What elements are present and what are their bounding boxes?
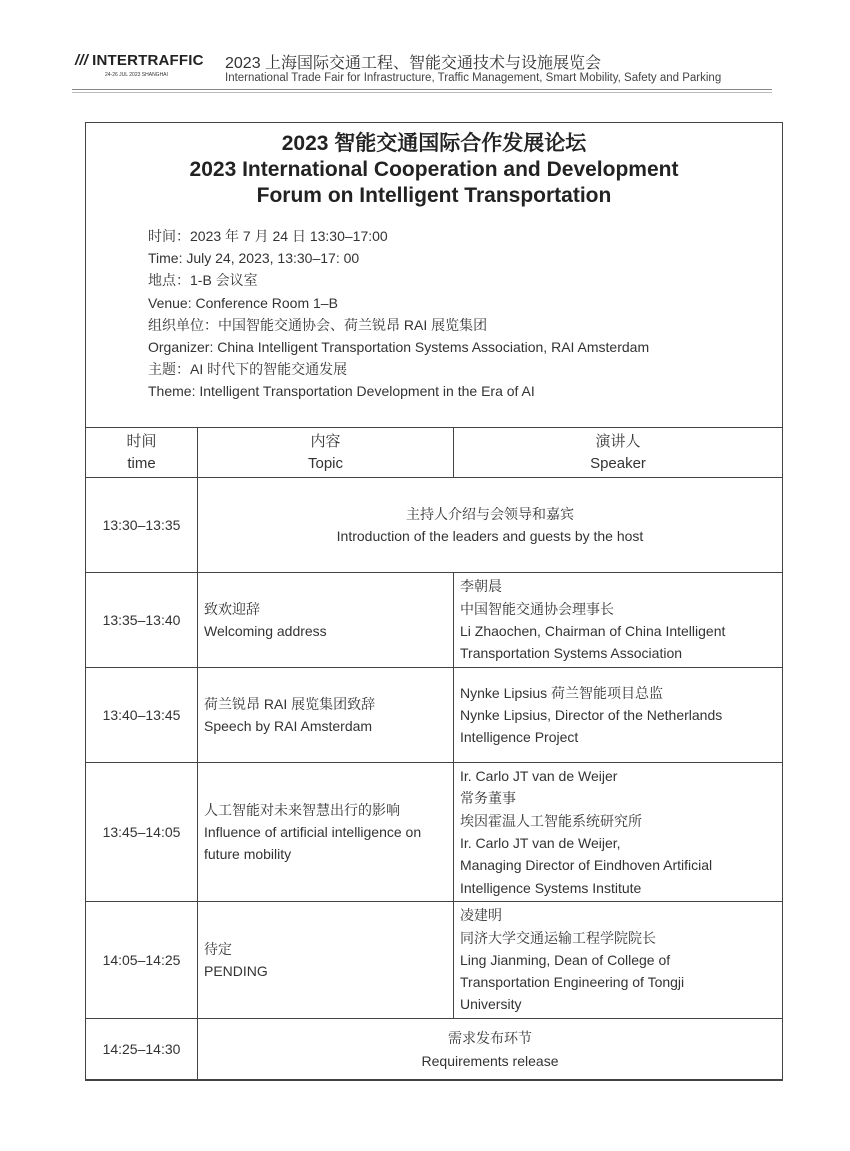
speaker-text: 同济大学交通运输工程学院院长 — [460, 929, 656, 946]
speaker-text: 凌建明 — [460, 907, 502, 924]
info-line: 主题：AI 时代下的智能交通发展 — [148, 361, 348, 378]
topic-text: 待定 — [204, 940, 232, 957]
speaker-text: Ling Jianming, Dean of College of — [460, 951, 671, 968]
table-row — [86, 478, 783, 573]
topic-cell — [198, 902, 454, 1019]
speaker-text: Nynke Lipsius 荷兰智能项目总监 — [460, 684, 664, 701]
intertraffic-logo: /// INTERTRAFFIC — [75, 52, 204, 69]
speaker-text: Intelligence Project — [460, 729, 579, 746]
topic-text: 荷兰锐昂 RAI 展览集团致辞 — [204, 695, 376, 712]
header-topic-en: Topic — [307, 454, 344, 472]
table-row — [86, 1019, 783, 1081]
time-cell — [86, 1019, 198, 1081]
logo-subtitle: 24-26 JUL 2023 SHANGHAI — [105, 72, 168, 78]
info-line: Time: July 24, 2023, 13:30–17: 00 — [148, 250, 360, 267]
time-text: 13:35–13:40 — [102, 611, 181, 628]
speaker-cell — [454, 668, 783, 763]
forum-title-en-2: Forum on Intelligent Transportation — [256, 184, 612, 207]
time-text: 14:25–14:30 — [102, 1041, 181, 1058]
fair-title-cn: 2023 上海国际交通工程、智能交通技术与设施展览会 — [225, 55, 602, 72]
topic-text: 人工智能对未来智慧出行的影响 — [204, 801, 400, 818]
topic-text: Influence of artificial intelligence on — [204, 823, 422, 840]
topic-text: Speech by RAI Amsterdam — [204, 718, 373, 734]
topic-text: Welcoming address — [204, 623, 327, 639]
table-row — [86, 902, 783, 1019]
table-header-row — [86, 428, 783, 478]
header-speaker-en: Speaker — [590, 454, 646, 472]
speaker-text: 李朝晨 — [460, 578, 502, 595]
speaker-cell — [454, 763, 783, 902]
info-line: Venue: Conference Room 1–B — [148, 294, 338, 311]
agenda-table — [85, 427, 783, 1081]
speaker-cell — [454, 573, 783, 668]
forum-title-en-1: 2023 International Cooperation and Development — [189, 158, 679, 181]
time-cell — [86, 668, 198, 763]
forum-info — [148, 225, 649, 403]
forum-title — [86, 131, 782, 209]
speaker-text: Ir. Carlo JT van de Weijer, — [460, 835, 621, 851]
page-header — [75, 48, 775, 88]
header-speaker-cn: 演讲人 — [595, 432, 641, 450]
info-line: 地点：1-B 会议室 — [148, 272, 258, 289]
table-row — [86, 668, 783, 763]
header-divider-2 — [72, 92, 772, 93]
header-divider — [72, 89, 772, 90]
topic-text: PENDING — [204, 963, 268, 979]
time-text: 14:05–14:25 — [102, 951, 181, 968]
header-time-en: time — [127, 454, 156, 472]
merged-text: Requirements release — [421, 1052, 559, 1069]
merged-text: 需求发布环节 — [448, 1030, 532, 1047]
speaker-text: Managing Director of Eindhoven Artificial — [460, 857, 713, 874]
table-row — [86, 573, 783, 668]
time-text: 13:40–13:45 — [102, 706, 181, 723]
info-line: Theme: Intelligent Transportation Development in the Era of AI — [148, 383, 535, 400]
merged-cell — [198, 1019, 783, 1081]
topic-cell — [198, 573, 454, 668]
speaker-text: 中国智能交通协会理事长 — [460, 600, 614, 617]
time-cell — [86, 763, 198, 902]
speaker-text: Intelligence Systems Institute — [460, 879, 642, 896]
speaker-text: 埃因霍温人工智能系统研究所 — [460, 812, 642, 829]
header-topic-cn: 内容 — [310, 432, 341, 450]
table-row — [86, 763, 783, 902]
time-cell — [86, 478, 198, 573]
merged-text: 主持人介绍与会领导和嘉宾 — [406, 505, 574, 522]
header-speaker — [454, 428, 783, 478]
info-line: 组织单位：中国智能交通协会、荷兰锐昂 RAI 展览集团 — [148, 316, 488, 333]
time-cell — [86, 573, 198, 668]
logo-text: INTERTRAFFIC — [92, 52, 204, 69]
speaker-text: Nynke Lipsius, Director of the Netherlands — [460, 706, 723, 723]
speaker-cell — [454, 902, 783, 1019]
topic-text: 致欢迎辞 — [204, 600, 260, 617]
header-time — [86, 428, 198, 478]
speaker-text: Li Zhaochen, Chairman of China Intelligent — [460, 623, 726, 639]
merged-cell — [198, 478, 783, 573]
info-line: 时间：2023 年 7 月 24 日 13:30–17:00 — [148, 228, 388, 244]
topic-cell — [198, 763, 454, 902]
fair-title-en: International Trade Fair for Infrastructure, Traffic Management, Smart Mobility, Safety and Parking — [225, 72, 722, 84]
speaker-text: Transportation Systems Association — [460, 645, 683, 662]
speaker-text: Transportation Engineering of Tongji — [460, 974, 685, 991]
topic-text: future mobility — [204, 846, 292, 863]
topic-cell — [198, 668, 454, 763]
speaker-text: 常务董事 — [460, 790, 516, 807]
forum-title-cn: 2023 智能交通国际合作发展论坛 — [281, 132, 587, 155]
forum-agenda — [85, 122, 783, 1080]
header-topic — [198, 428, 454, 478]
time-text: 13:45–14:05 — [102, 823, 181, 840]
speaker-text: University — [460, 996, 522, 1013]
time-text: 13:30–13:35 — [102, 516, 181, 533]
time-cell — [86, 902, 198, 1019]
speaker-text: Ir. Carlo JT van de Weijer — [460, 768, 618, 785]
merged-text: Introduction of the leaders and guests by the host — [336, 528, 644, 544]
header-time-cn: 时间 — [126, 432, 157, 450]
info-line: Organizer: China Intelligent Transportation Systems Association, RAI Amsterdam — [148, 339, 650, 356]
